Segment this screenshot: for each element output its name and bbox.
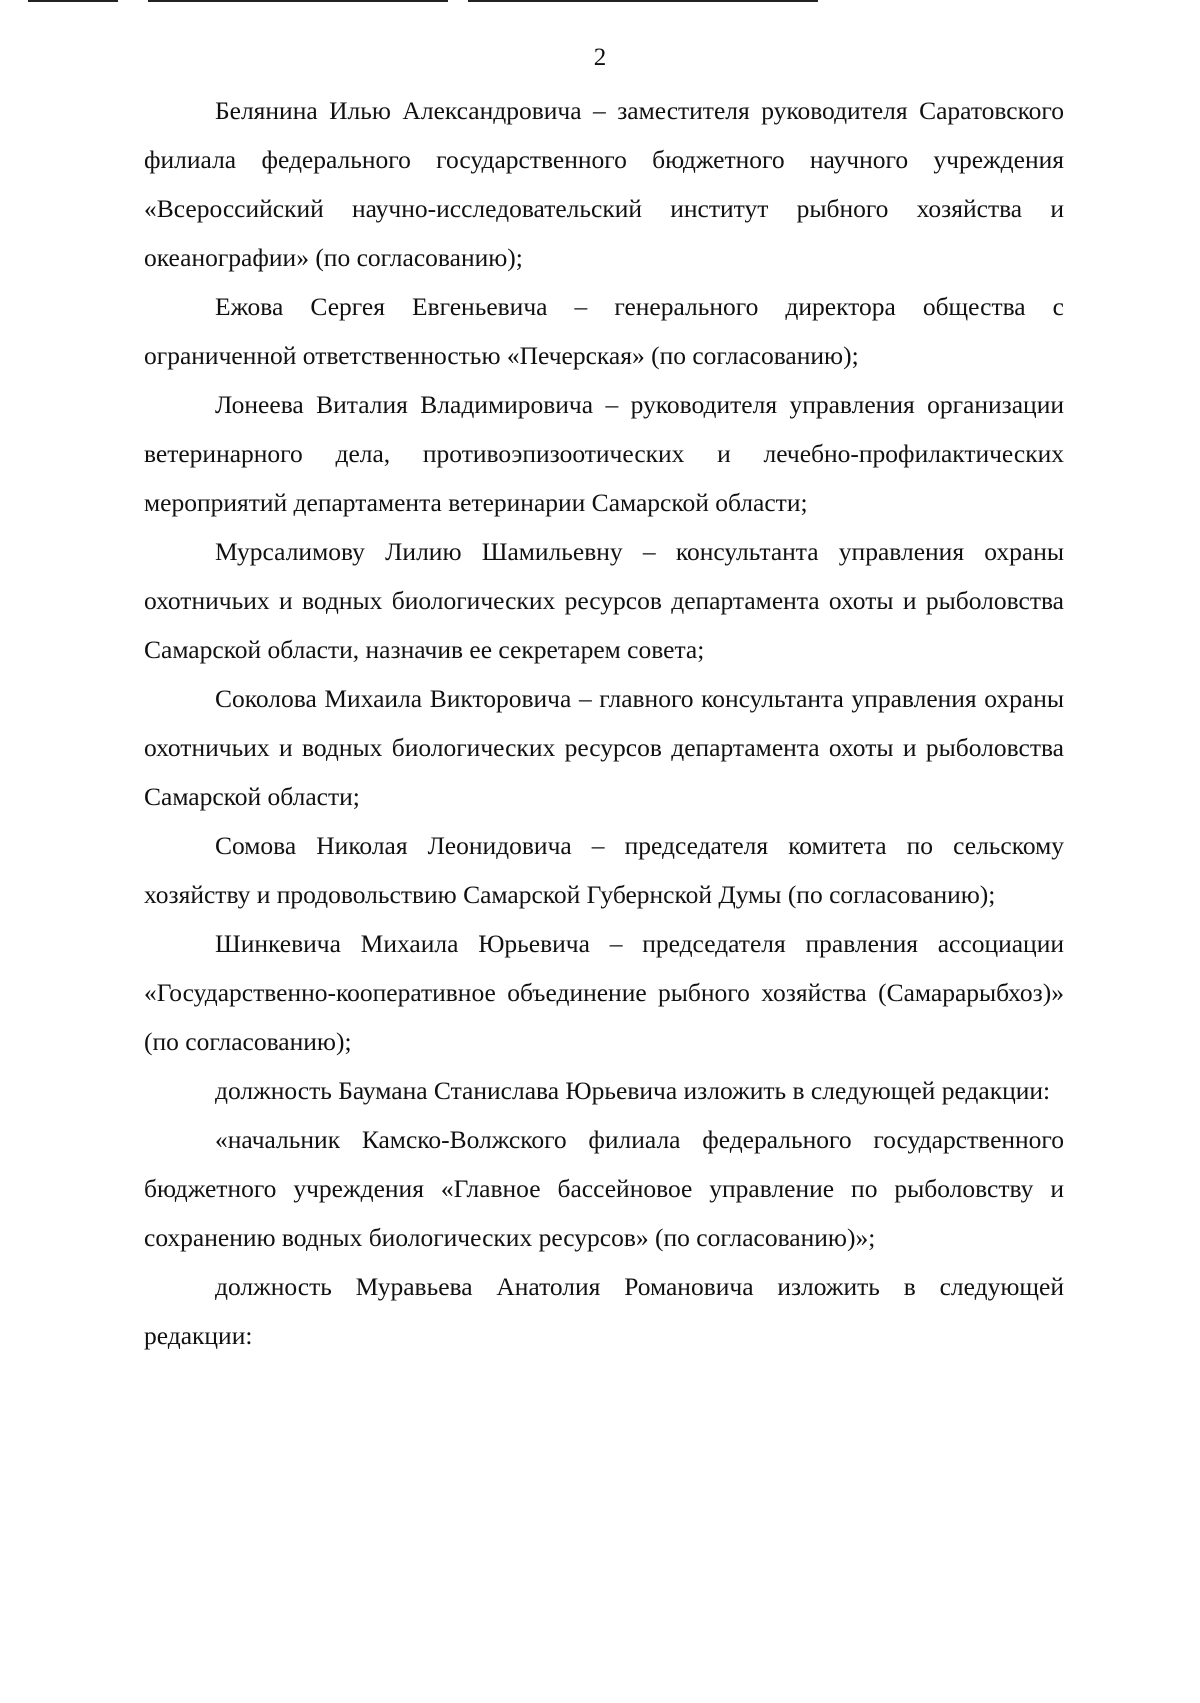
document-body [144,86,1064,1360]
paragraph-ezhov: Ежова Сергея Евгеньевича – генерального директора общества с ограниченной ответственностью «Печерская» (по согласованию); [144,292,1064,370]
paragraph-somov: Сомова Николая Леонидовича – председателя комитета по сельскому хозяйству и продовольствию Самарской Губернской Думы (по согласованию); [144,831,1064,909]
page-number: 2 [593,44,607,71]
paragraph-bauman-new-title: «начальник Камско-Волжского филиала федерального государственного бюджетного учреждения «Главное бассейновое управление по рыболовству и сохранению водных биологических ресурсов» (по согласованию)»; [144,1125,1064,1252]
paragraph-loneev: Лонеева Виталия Владимировича – руководителя управления организации ветеринарного дела, противоэпизоотических и лечебно-профилактических мероприятий департамента ветеринарии Самарской области; [144,390,1064,517]
paragraph-sokolov: Соколова Михаила Викторовича – главного консультанта управления охраны охотничьих и водных биологических ресурсов департамента охоты и рыболовства Самарской области; [144,684,1064,811]
paragraph-bauman-position: должность Баумана Станислава Юрьевича изложить в следующей редакции: [215,1076,1051,1105]
top-border-line [28,0,118,2]
top-border-line [148,0,448,2]
paragraph-mursalimova: Мурсалимову Лилию Шамильевну – консультанта управления охраны охотничьих и водных биологических ресурсов департамента охоты и рыболовства Самарской области, назначив ее секретарем совета; [144,537,1064,664]
paragraph-belyanin: Белянина Илью Александровича – заместителя руководителя Саратовского филиала федерального государственного бюджетного научного учреждения «Всероссийский научно-исследовательский институт рыбного хозяйства и океанографии» (по согласованию); [144,96,1064,272]
paragraph-shinkevich: Шинкевича Михаила Юрьевича – председателя правления ассоциации «Государственно-кооперативное объединение рыбного хозяйства (Самарарыбхоз)» (по согласованию); [144,929,1064,1056]
top-border-line [468,0,818,2]
paragraph-muravyev-position: должность Муравьева Анатолия Романовича изложить в следующей редакции: [144,1272,1064,1350]
